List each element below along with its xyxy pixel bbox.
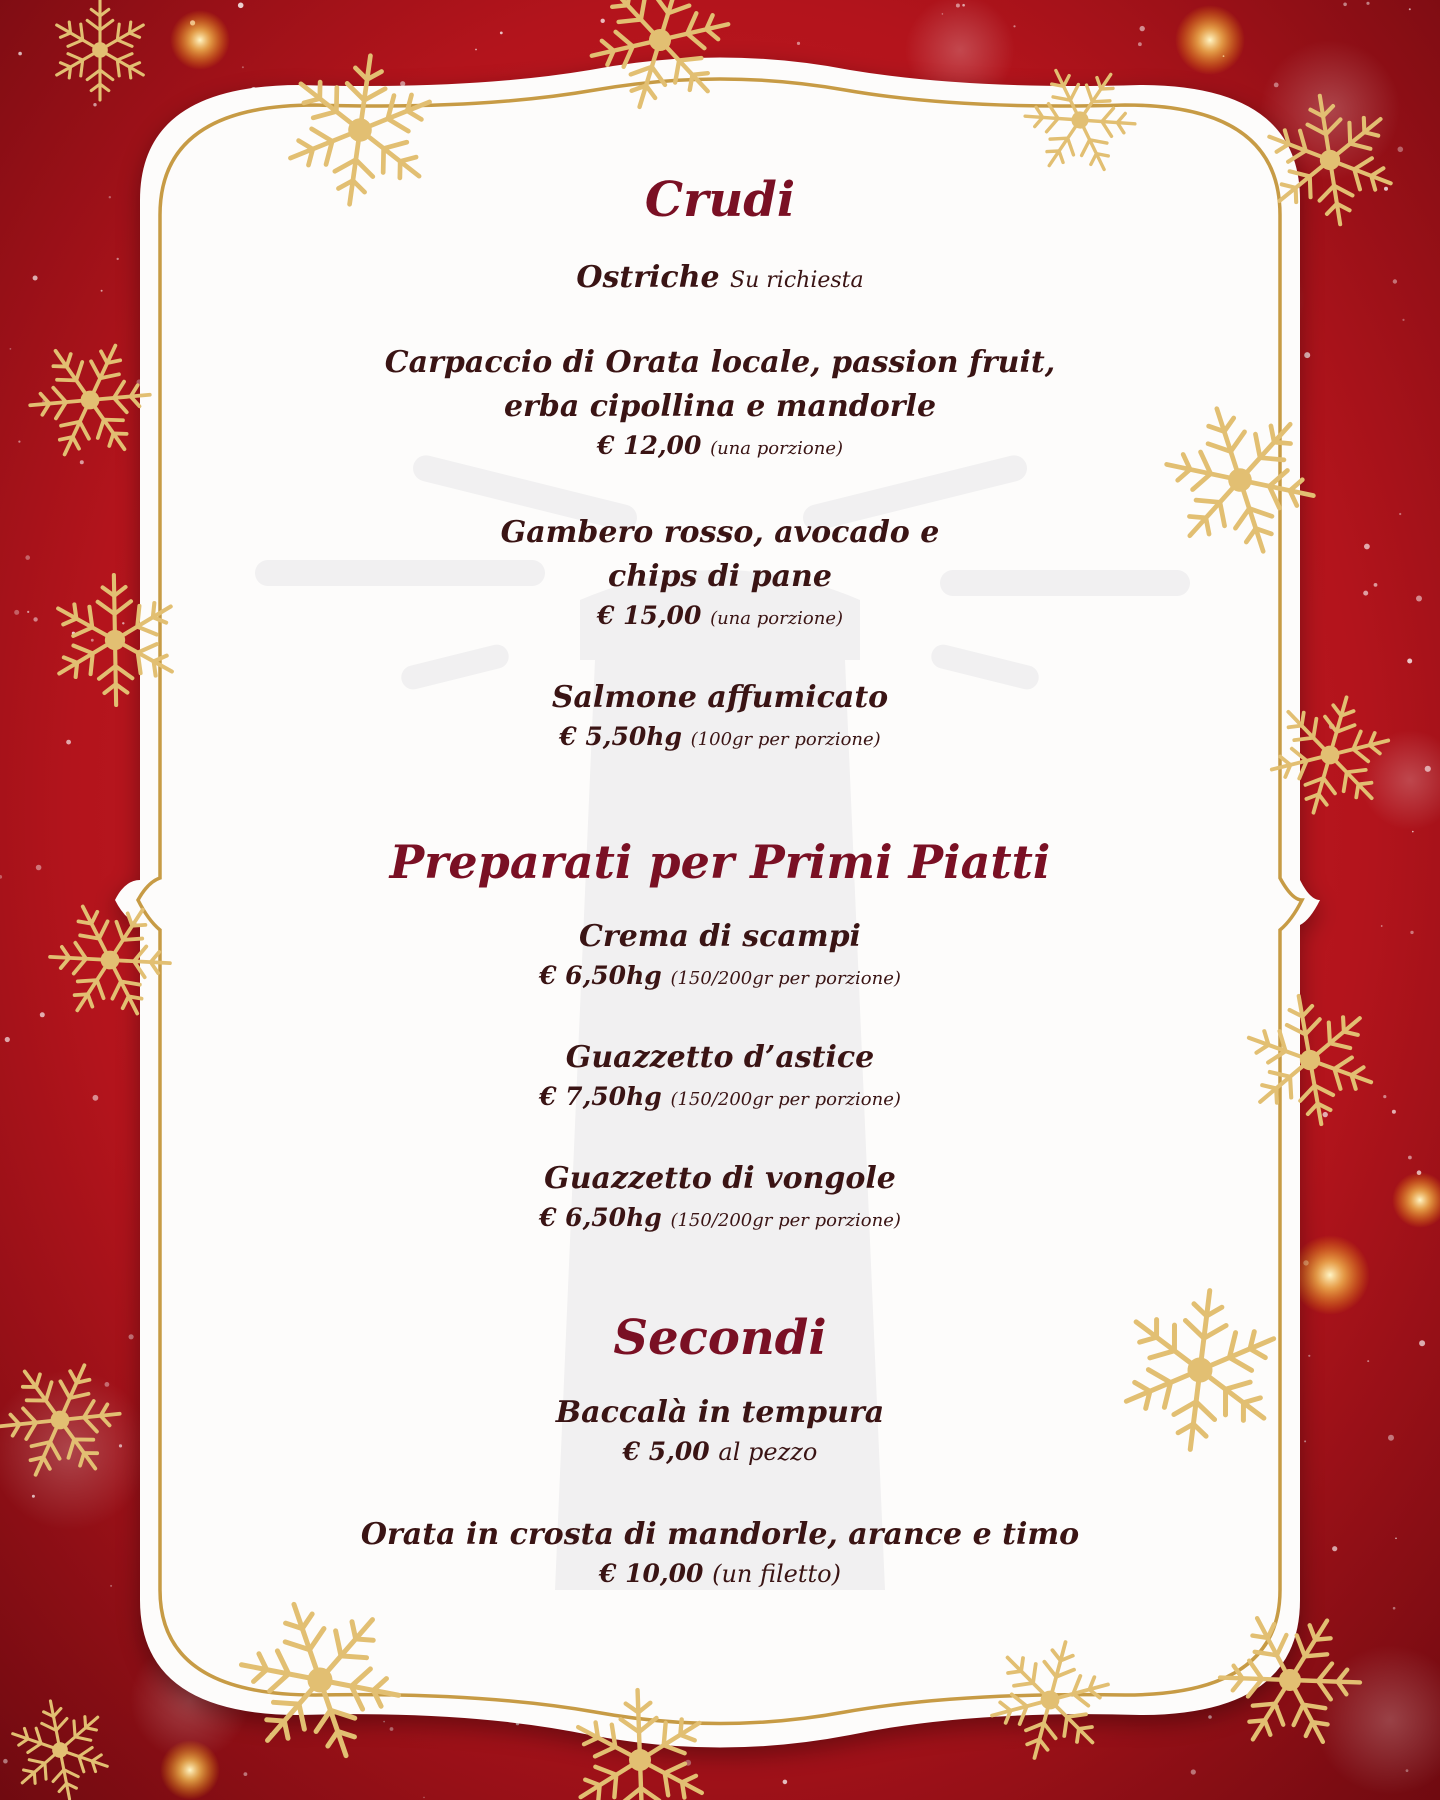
item-price-note: (150/200gr per porzione)	[670, 968, 901, 989]
section-secondi	[0, 1308, 1440, 1368]
item-name-line: Gambero rosso, avocado e	[500, 515, 940, 550]
item-name-line: Baccalà in tempura	[555, 1395, 885, 1430]
item-price-note: (150/200gr per porzione)	[670, 1089, 901, 1110]
section-primi	[0, 832, 1440, 892]
item-price: € 5,50hg	[559, 722, 682, 751]
item-name: Ostriche	[576, 260, 720, 295]
item-price-note: al pezzo	[718, 1438, 818, 1466]
item-price-note: (un filetto)	[712, 1560, 841, 1588]
item-price-note: (una porzione)	[710, 608, 844, 629]
item-price-note: (una porzione)	[710, 438, 844, 459]
menu-item	[0, 341, 1440, 466]
item-name-line: chips di pane	[608, 559, 832, 594]
menu-item	[0, 256, 1440, 303]
section-crudi	[0, 170, 1440, 230]
section-title: Crudi	[644, 172, 796, 228]
section-title: Secondi	[613, 1310, 827, 1366]
snowflake-icon	[0, 1687, 123, 1800]
menu-item	[0, 1036, 1440, 1117]
item-name-line: Guazzetto di vongole	[544, 1161, 896, 1196]
item-note: Su richiesta	[730, 268, 864, 293]
item-price-note: (100gr per porzione)	[690, 729, 881, 750]
item-name-line: Orata in crosta di mandorle, arance e timo	[360, 1517, 1080, 1552]
menu-item	[0, 511, 1440, 636]
menu-item	[0, 676, 1440, 757]
menu-item	[0, 1513, 1440, 1591]
item-price: € 12,00	[596, 431, 702, 460]
item-price-note: (150/200gr per porzione)	[670, 1210, 901, 1231]
menu-item	[0, 915, 1440, 996]
item-name-line: Carpaccio di Orata locale, passion fruit,	[384, 345, 1056, 380]
item-name-line: Salmone affumicato	[551, 680, 889, 715]
section-title: Preparati per Primi Piatti	[389, 835, 1051, 889]
menu-item	[0, 1157, 1440, 1238]
item-name-line: Guazzetto d’astice	[565, 1040, 875, 1075]
item-name-line: erba cipollina e mandorle	[503, 389, 937, 424]
item-price: € 10,00	[598, 1559, 704, 1588]
item-price: € 6,50hg	[539, 1203, 662, 1232]
item-name-line: Crema di scampi	[579, 919, 861, 954]
snowflake-icon	[50, 0, 149, 100]
item-price: € 15,00	[596, 601, 702, 630]
item-price: € 5,00	[622, 1437, 710, 1466]
item-price: € 7,50hg	[539, 1082, 662, 1111]
item-price: € 6,50hg	[539, 961, 662, 990]
menu-item	[0, 1391, 1440, 1469]
